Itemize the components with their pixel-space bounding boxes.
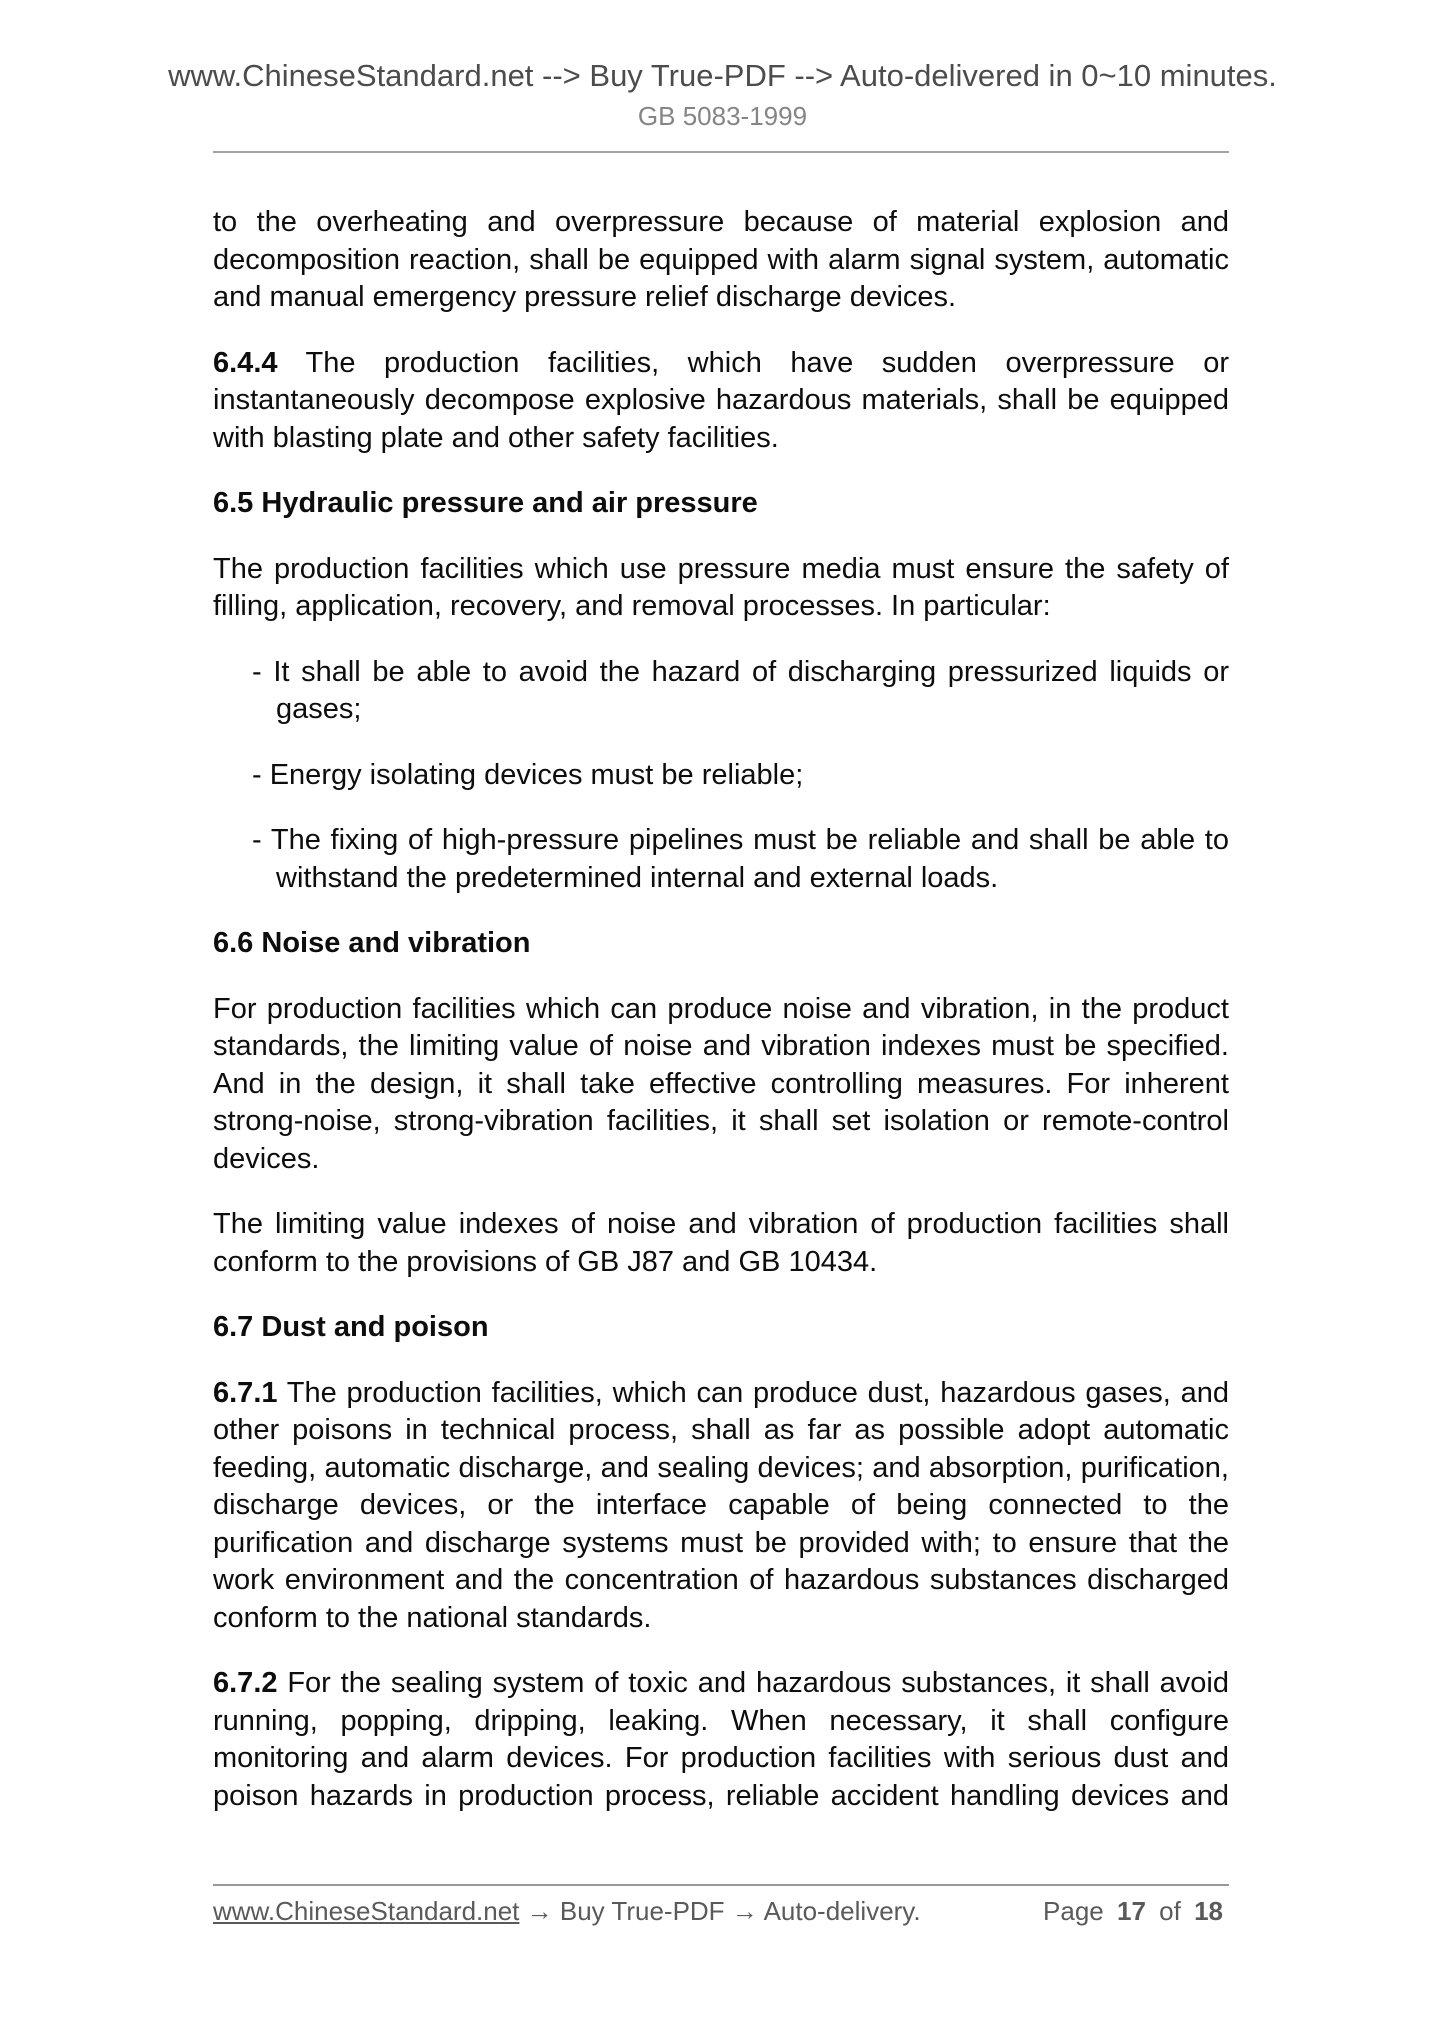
body-paragraph	[213, 991, 1229, 1179]
page-indicator	[1043, 1896, 1229, 1926]
text-line: - Energy isolating devices must be reliable;	[252, 758, 804, 791]
clause-number: 6.7.2	[213, 1667, 278, 1699]
footer-tagline: → Buy True-PDF → Auto-delivery.	[519, 1896, 921, 1926]
text-line: 6.7.2 For the sealing system of toxic and hazardous substances, it shall avoid	[213, 1667, 1229, 1699]
footer-divider	[213, 1884, 1229, 1886]
text-line: instantaneously decompose explosive hazardous materials, shall be equipped	[213, 384, 1229, 416]
text-line: feeding, automatic discharge, and sealing devices; and absorption, purification,	[213, 1451, 1229, 1484]
text-line: For production facilities which can produce noise and vibration, in the product	[213, 992, 1229, 1025]
current-page-number: 17	[1117, 1896, 1146, 1926]
of-label: of	[1159, 1896, 1181, 1926]
body-paragraph	[213, 551, 1229, 626]
text-line: and manual emergency pressure relief discharge devices.	[213, 281, 957, 313]
text-line: gases;	[276, 693, 362, 725]
footer-left	[213, 1896, 921, 1926]
text-line: - It shall be able to avoid the hazard of discharging pressurized liquids or	[252, 655, 1229, 688]
text-line: to the overheating and overpressure because of material explosion and	[213, 206, 1229, 238]
section-heading: 6.5 Hydraulic pressure and air pressure	[213, 487, 758, 519]
total-pages: 18	[1194, 1896, 1223, 1926]
body-paragraph	[213, 1665, 1229, 1815]
text-line: poison hazards in production process, reliable accident handling devices and	[213, 1779, 1229, 1812]
text-line: with blasting plate and other safety facilities.	[213, 421, 779, 454]
text-line: other poisons in technical process, shall as far as possible adopt automatic	[213, 1414, 1229, 1446]
clause-number: 6.4.4	[213, 346, 278, 379]
page-label: Page	[1043, 1896, 1104, 1926]
text-line: filling, application, recovery, and removal processes. In particular:	[213, 590, 1051, 622]
text-line: withstand the predetermined internal and external loads.	[276, 861, 999, 894]
text-line: monitoring and alarm devices. For production facilities with serious dust and	[213, 1742, 1229, 1774]
bullet-item	[252, 757, 1229, 795]
text-line: - The fixing of high-pressure pipelines must be reliable and shall be able to	[252, 824, 1229, 856]
header-divider	[213, 151, 1229, 153]
document-body	[213, 204, 1229, 1815]
text-line: strong-noise, strong-vibration facilities, it shall set isolation or remote-control	[213, 1105, 1229, 1137]
text-line: The production facilities which use pressure media must ensure the safety of	[213, 552, 1229, 585]
header-banner: www.ChineseStandard.net --> Buy True-PDF --> Auto-delivered in 0~10 minutes.	[168, 58, 1277, 93]
text-line: standards, the limiting value of noise and vibration indexes must be specified.	[213, 1030, 1229, 1062]
text-line: running, popping, dripping, leaking. When necessary, it shall configure	[213, 1704, 1229, 1737]
page-footer	[213, 1896, 1229, 1926]
text-line: The limiting value indexes of noise and vibration of production facilities shall	[213, 1208, 1229, 1240]
body-paragraph	[213, 1375, 1229, 1638]
section-heading: 6.7 Dust and poison	[213, 1311, 489, 1343]
text-line: 6.4.4 The production facilities, which have sudden overpressure or	[213, 346, 1229, 379]
text-line: And in the design, it shall take effective controlling measures. For inherent	[213, 1067, 1229, 1100]
clause-number: 6.7.1	[213, 1376, 278, 1409]
text-line: 6.7.1 The production facilities, which can produce dust, hazardous gases, and	[213, 1376, 1229, 1409]
document-number: GB 5083-1999	[637, 101, 808, 131]
text-line: discharge devices, or the interface capable of being connected to the	[213, 1489, 1229, 1521]
body-paragraph	[213, 345, 1229, 458]
bullet-item	[252, 654, 1229, 729]
section-heading: 6.6 Noise and vibration	[213, 927, 531, 959]
bullet-item	[252, 822, 1229, 897]
text-line: work environment and the concentration of hazardous substances discharged	[213, 1564, 1229, 1596]
text-line: conform to the national standards.	[213, 1601, 652, 1634]
body-paragraph	[213, 1206, 1229, 1281]
text-line: decomposition reaction, shall be equipped with alarm signal system, automatic	[213, 243, 1229, 276]
text-line: purification and discharge systems must be provided with; to ensure that the	[213, 1526, 1229, 1559]
body-paragraph	[213, 204, 1229, 317]
footer-site-link[interactable]: www.ChineseStandard.net	[213, 1896, 520, 1926]
text-line: conform to the provisions of GB J87 and GB 10434.	[213, 1245, 878, 1278]
text-line: devices.	[213, 1142, 320, 1175]
